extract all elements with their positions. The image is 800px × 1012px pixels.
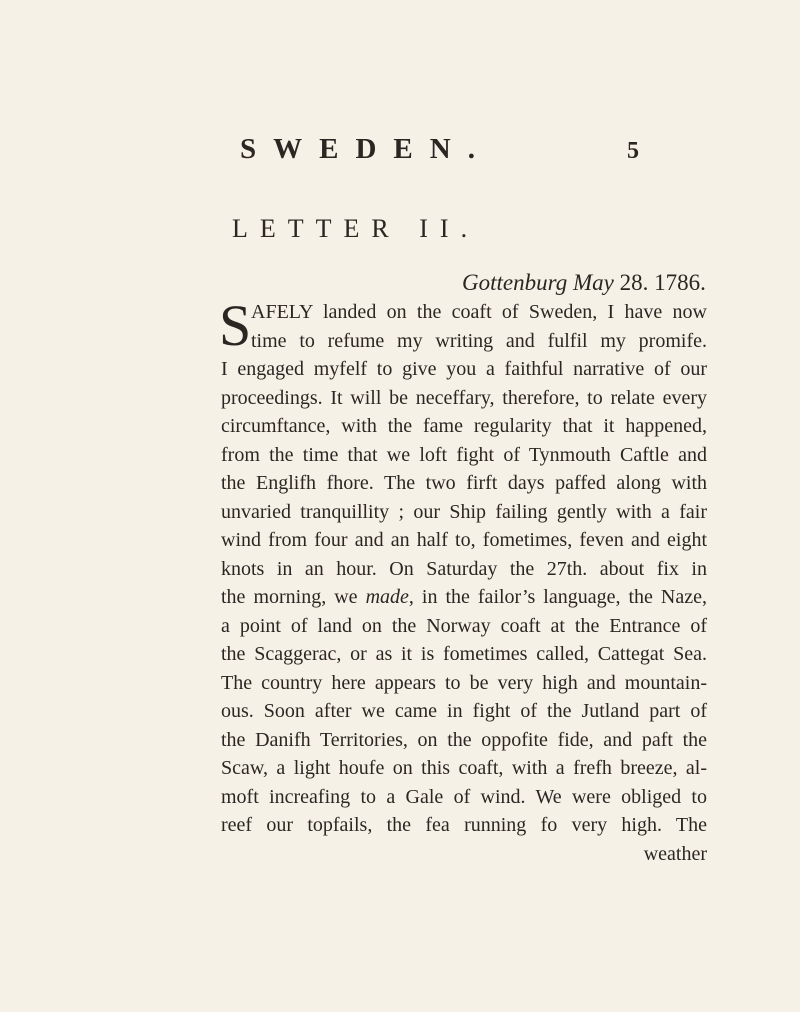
text-line: proceedings. It will be neceffary, therefore, to relate every (221, 386, 707, 409)
text-line: time to refume my writing and fulfil my promife. (251, 329, 707, 352)
text-line: moft increafing to a Gale of wind. We were obliged to (221, 785, 707, 808)
dateline (462, 270, 706, 296)
text-line: unvaried tranquillity ; our Ship failing gently with a fair (221, 500, 707, 523)
page-number: 5 (627, 138, 639, 164)
text-segment: , in the failor’s language, the Naze, (408, 586, 708, 608)
running-head: SWEDEN. (240, 133, 492, 165)
italic-word: made (365, 586, 409, 608)
text-line: from the time that we loft fight of Tynmouth Caftle and (221, 443, 707, 466)
text-line: wind from four and an half to, fometimes, feven and eight (221, 529, 707, 551)
text-line (221, 583, 707, 612)
text-line: the Danifh Territories, on the oppofite fide, and paft the (221, 728, 707, 751)
text-line: the Englifh fhore. The two firft days paffed along with (221, 472, 707, 494)
letter-heading: LETTER II. (232, 214, 480, 243)
text-line: reef our topfails, the fea running fo very high. The (221, 814, 707, 836)
catchword: weather (643, 842, 707, 865)
text-line: AFELY landed on the coaft of Sweden, I have now (251, 301, 707, 323)
text-line: a point of land on the Norway coaft at the Entrance of (221, 614, 707, 637)
text-line: the Scaggerac, or as it is fometimes called, Cattegat Sea. (221, 643, 707, 665)
text-line: circumftance, with the fame regularity that it happened, (221, 415, 707, 437)
body-text (219, 293, 708, 868)
dateline-date: 28. 1786. (619, 270, 706, 295)
text-line: knots in an hour. On Saturday the 27th. about fix in (221, 557, 707, 580)
text-line: The country here appears to be very high and mountain- (221, 671, 707, 694)
text-line: ous. Soon after we came in fight of the Jutland part of (221, 700, 707, 722)
text-line: I engaged myfelf to give you a faithful narrative of our (221, 358, 707, 380)
dateline-place: Gottenburg May (462, 270, 614, 295)
text-segment: the morning, we (221, 586, 366, 608)
drop-cap: S (219, 293, 252, 358)
text-line: Scaw, a light houfe on this coaft, with a frefh breeze, al- (221, 757, 707, 779)
